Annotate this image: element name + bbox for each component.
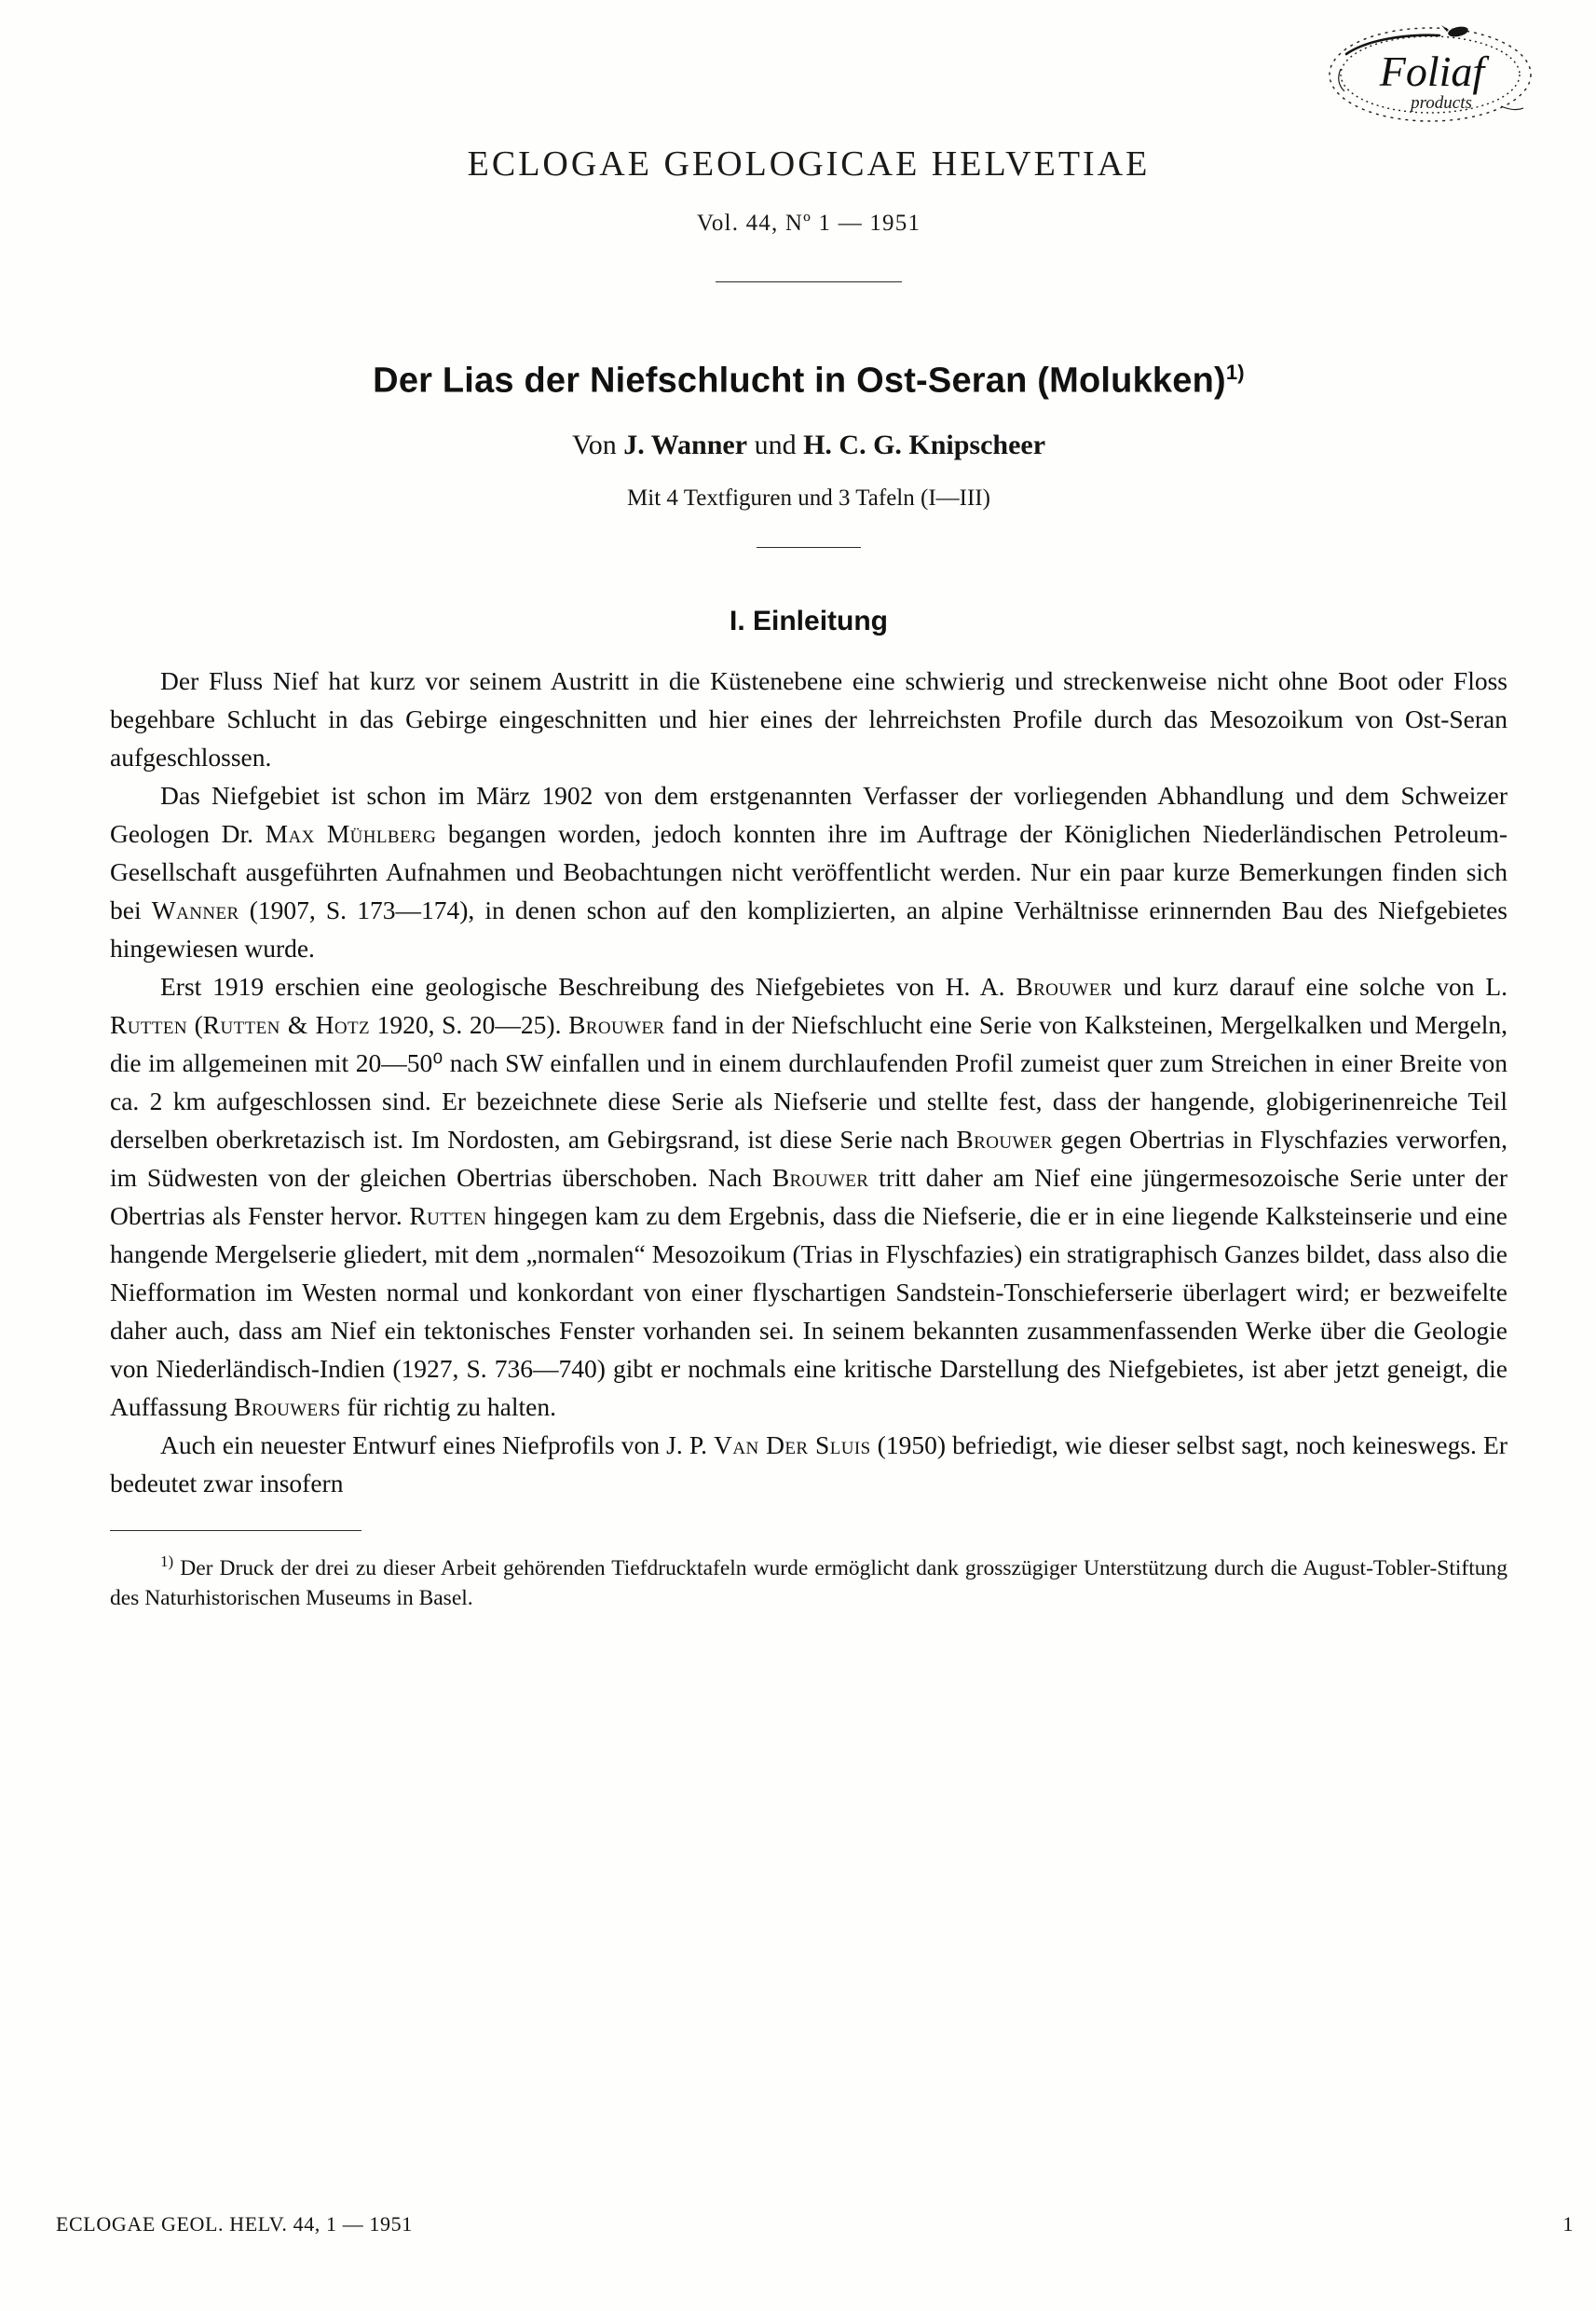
article-title-text: Der Lias der Niefschlucht in Ost-Seran (Molukken) [373, 361, 1226, 401]
authors-line [110, 430, 1507, 461]
figures-plates-note: Mit 4 Textfiguren und 3 Tafeln (I—III) [627, 485, 990, 511]
svg-text:products: products [1411, 93, 1472, 113]
svg-text:Foliaf: Foliaf [1379, 48, 1485, 95]
authors-prefix: Von [571, 429, 624, 460]
footnote-marker: 1) [160, 1552, 174, 1570]
divider-second [757, 547, 861, 548]
footnote-divider [110, 1530, 361, 1531]
journal-volume: Vol. 44, Nº 1 — 1951 [696, 211, 921, 236]
footnote-text: Der Druck der drei zu dieser Arbeit gehörenden Tiefdrucktafeln wurde ermöglicht dank grosszügiger Unterstützung durch die August-Tobler-Stiftung des Naturhistorischen Museums in Basel. [110, 1555, 1507, 1611]
author-one: J. Wanner [623, 429, 748, 460]
paragraph-1: Der Fluss Nief hat kurz vor seinem Austritt in die Küstenebene eine schwierig und streckenweise nicht ohne Boot oder Floss begehbare Schlucht in das Gebirge eingeschnitten und hier eines der lehrreichsten Profile durch das Mesozoikum von Ost-Seran aufgeschlossen. [110, 665, 1507, 772]
page-number: 1 [1562, 2212, 1574, 2236]
page-title [110, 361, 1507, 402]
body-text [110, 662, 1507, 1502]
running-foot [0, 2212, 1596, 2236]
footnote [110, 1546, 1507, 1615]
paragraph-2: Das Niefgebiet ist schon im März 1902 von dem erstgenannten Verfasser der vorliegenden Abhandlung und dem Schweizer Geologen Dr. Max Mühlberg begangen worden, jedoch konnten ihre im Auftrage der Königlichen Niederländischen Petroleum-Gesellschaft ausgeführten Aufnahmen und Beobachtungen nicht veröffentlicht werden. Nur ein paar kurze Bemerkungen finden sich bei Wanner (1907, S. 173—174), in denen schon auf den komplizierten, an alpine Verhältnisse erinnernden Bau des Niefgebietes hingewiesen wurde. [110, 780, 1507, 963]
paragraph-3: Erst 1919 erschien eine geologische Beschreibung des Niefgebietes von H. A. Brouwer und kurz darauf eine solche von L. Rutten (Rutten & Hotz 1920, S. 20—25). Brouwer fand in der Niefschlucht eine Serie von Kalksteinen, Mergelkalken und Mergeln, die im allgemeinen mit 20—50⁰ nach SW einfallen und in einem durchlaufenden Profil zumeist quer zum Streichen in einer Breite von ca. 2 km aufgeschlossen sind. Er bezeichnete diese Serie als Niefserie und stellte fest, dass der hangende, globigerinenreiche Teil derselben oberkretazisch ist. Im Nordosten, am Gebirgsrand, ist diese Serie nach Brouwer gegen Obertrias in Flyschfazies verworfen, im Südwesten von der gleichen Obertrias überschoben. Nach Brouwer tritt daher am Nief eine jüngermesozoische Serie unter der Obertrias als Fenster hervor. Rutten hingegen kam zu dem Ergebnis, dass die Niefserie, die er in eine liegende Kalksteinserie und eine hangende Mergelserie gliedert, mit dem „normalen“ Mesozoikum (Trias in Flyschfazies) ein stratigraphisch Ganzes bildet, dass also die Niefformation im Westen normal und konkordant von einer flyschartigen Sandstein-Tonschieferserie überlagert wird; er bezweifelte daher auch, dass am Nief ein tektonisches Fenster vorhanden sei. In seinem bekannten zusammenfassenden Werke über die Geologie von Niederländisch-Indien (1927, S. 736—740) gibt er nochmals eine kritische Darstellung des Niefgebietes, ist aber jetzt geneigt, die Auffassung Brouwers für richtig zu halten. [110, 971, 1507, 1421]
running-foot-citation: ECLOGAE GEOL. HELV. 44, 1 — 1951 [56, 2212, 413, 2236]
authors-conjunction: und [747, 429, 804, 460]
article-content [110, 32, 1507, 1614]
author-two: H. C. G. Knipscheer [803, 429, 1046, 460]
paragraph-4: Auch ein neuester Entwurf eines Niefprofils von J. P. Van Der Sluis (1950) befriedigt, wie dieser selbst sagt, noch keineswegs. Er bedeutet zwar insofern [110, 1429, 1507, 1497]
journal-title: ECLOGAE GEOLOGICAE HELVETIAE [467, 144, 1151, 184]
section-heading: I. Einleitung [730, 605, 888, 636]
title-footnote-marker: 1) [1225, 361, 1245, 384]
divider-top [716, 281, 902, 282]
